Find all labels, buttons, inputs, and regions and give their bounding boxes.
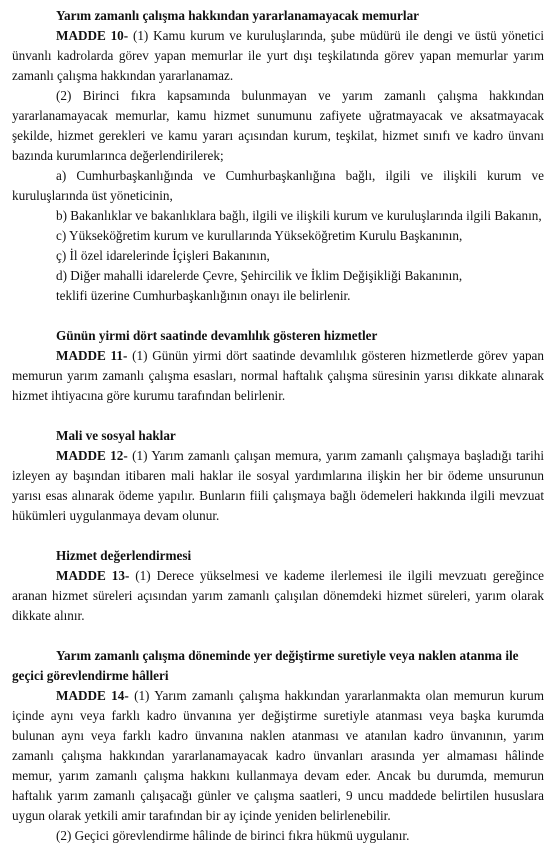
paragraph-text: (1) Yarım zamanlı çalışma hakkından yararlanmakta olan memurun kurum içinde aynı veya farklı kadro ünvanına yer değiştirme suretiyle atanması veya başka kurumda bulunan aynı veya farklı kadro ünvanına naklen atanması ve atanılan kadro ünvanının, yarım zamanlı çalışma hakkından yararlanamayacak kadro ünvanları arasında yer almaması hâlinde memur, yarım zamanlı çalışma hakkını kullanmaya devam eder. Ancak bu durumda, memurun haftalık yarım zamanlı çalışacağı günler ve çalışma saatleri, 9 uncu maddede belirtilen hususlara uygun olarak yetkili amir tarafından bir ay içinde yeniden belirlenebilir. (12, 688, 544, 823)
list-item: ç) İl özel idarelerinde İçişleri Bakanının, (56, 248, 270, 263)
paragraph (12, 26, 544, 86)
list-item: d) Diğer mahalli idarelerde Çevre, Şehircilik ve İklim Değişikliği Bakanının, (56, 268, 463, 283)
paragraph (12, 346, 544, 406)
paragraph-text: (2) Birinci fıkra kapsamında bulunmayan ve yarım zamanlı çalışma hakkından yararlanamayacak memurlar, kamu hizmet sunumunu zafiyete uğratmayacak ve aksatmayacak şekilde, hizmet gerekleri ve kamu yararı açısından kurum, teşkilat, hizmet sınıfı ve kadro ünvanı bazında kurumlarınca değerlendirilerek; (12, 88, 544, 163)
paragraph-text: (1) Kamu kurum ve kuruluşlarında, şube müdürü ile dengi ve üstü yönetici ünvanlı kadrolarda görev yapan memurlar ile yurt dışı teşkilatında görev yapan memurlar yarım zamanlı çalışma hakkından yararlanamaz. (12, 28, 544, 83)
section-madde-10 (12, 6, 544, 306)
list-item: b) Bakanlıklar ve bakanlıklara bağlı, ilgili ve ilişkili kurum ve kuruluşlarında ilgili Bakanın, (56, 208, 542, 223)
section-madde-12 (12, 426, 544, 526)
section-madde-14 (12, 646, 544, 846)
paragraph-text: (2) Geçici görevlendirme hâlinde de birinci fıkra hükmü uygulanır. (56, 828, 410, 843)
paragraph (12, 446, 544, 526)
list-item: a) Cumhurbaşkanlığında ve Cumhurbaşkanlığına bağlı, ilgili ve ilişkili kurum ve kuruluşlarında üst yöneticinin, (12, 168, 544, 203)
section-madde-13 (12, 546, 544, 626)
paragraph-text: (1) Yarım zamanlı çalışan memura, yarım zamanlı çalışmaya başladığı tarihi izleyen ay başından itibaren mali haklar ile sosyal yardımlarına ilişkin her bir ödeme unsurunun yarısı esas alınarak ödeme yapılır. Bunların fiili çalışmaya bağlı ödemeleri hakkında ilgili mevzuat hükümleri uygulanmaya devam olunur. (12, 448, 544, 523)
paragraph (12, 566, 544, 626)
list-item: teklifi üzerine Cumhurbaşkanlığının onayı ile belirlenir. (56, 288, 351, 303)
section-heading: Hizmet değerlendirmesi (56, 548, 192, 563)
spacer (12, 626, 544, 646)
section-heading: Mali ve sosyal haklar (56, 428, 176, 443)
paragraph (12, 86, 544, 166)
paragraph-text: (1) Derece yükselmesi ve kademe ilerlemesi ile ilgili mevzuatı gereğince aranan hizmet süreleri açısından yarım zamanlı çalışılan dönemdeki hizmet süreleri, yarım olarak dikkate alınır. (12, 568, 544, 623)
paragraph (12, 826, 544, 846)
article-number: MADDE 14- (56, 688, 129, 703)
paragraph (12, 686, 544, 826)
spacer (12, 306, 544, 326)
spacer (12, 526, 544, 546)
article-number: MADDE 12- (56, 448, 128, 463)
list-item: c) Yükseköğretim kurum ve kurullarında Yükseköğretim Kurulu Başkanının, (56, 228, 463, 243)
section-heading: Yarım zamanlı çalışma döneminde yer değiştirme suretiyle veya naklen atanma ile geçici görevlendirme hâlleri (12, 648, 519, 683)
section-heading: Günün yirmi dört saatinde devamlılık gösteren hizmetler (56, 328, 378, 343)
section-madde-11 (12, 326, 544, 406)
article-number: MADDE 10- (56, 28, 129, 43)
spacer (12, 406, 544, 426)
article-number: MADDE 11- (56, 348, 128, 363)
paragraph-text: (1) Günün yirmi dört saatinde devamlılık gösteren hizmetlerde görev yapan memurun yarım zamanlı çalışma esasları, normal haftalık çalışma süresinin yarısı dikkate alınarak hizmet ihtiyacına göre kurumu tarafından belirlenir. (12, 348, 544, 403)
section-heading: Yarım zamanlı çalışma hakkından yararlanamayacak memurlar (56, 8, 420, 23)
article-number: MADDE 13- (56, 568, 130, 583)
